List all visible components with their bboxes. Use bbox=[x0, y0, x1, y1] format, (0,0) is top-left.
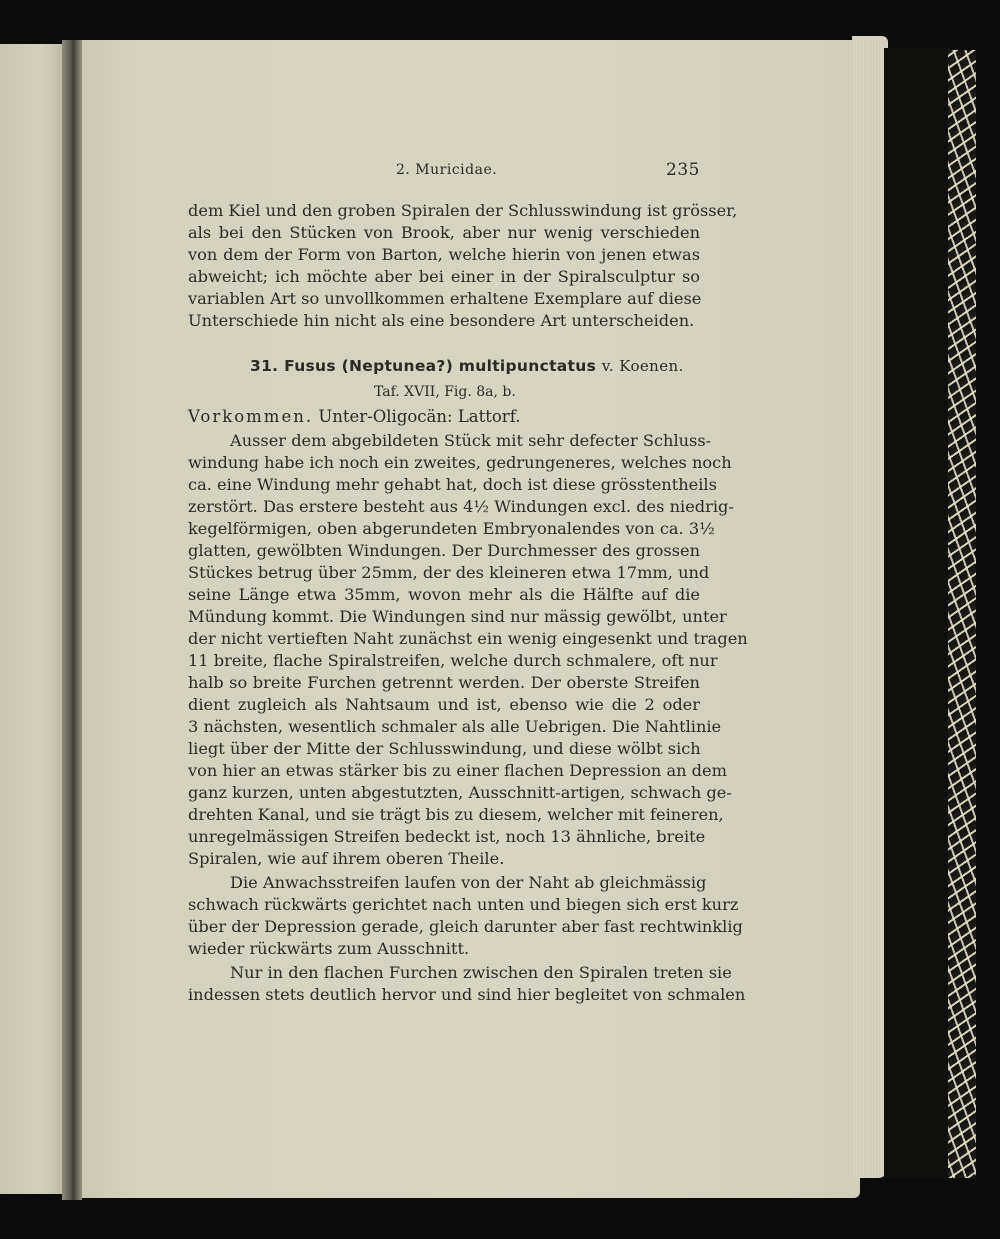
page-content bbox=[188, 160, 748, 1020]
text-line: abweicht; ich möchte aber bei einer in der Spiralsculptur so bbox=[188, 267, 700, 286]
text-line: von hier an etwas stärker bis zu einer flachen Depression an dem bbox=[188, 761, 727, 780]
occurrence-text: Unter-Oligocän: Lattorf. bbox=[318, 407, 521, 426]
page-number: 235 bbox=[666, 160, 700, 180]
text-line: Mündung kommt. Die Windungen sind nur mässig gewölbt, unter bbox=[188, 607, 727, 626]
species-number: 31. bbox=[250, 357, 279, 375]
text-line: liegt über der Mitte der Schlusswindung, und diese wölbt sich bbox=[188, 739, 701, 758]
text-line: Die Anwachsstreifen laufen von der Naht ab gleichmässig bbox=[230, 873, 707, 892]
marbled-edge bbox=[948, 50, 976, 1178]
text-line: über der Depression gerade, gleich darunter aber fast rechtwinklig bbox=[188, 917, 743, 936]
text-line: unregelmässigen Streifen bedeckt ist, noch 13 ähnliche, breite bbox=[188, 827, 706, 846]
species-author: v. Koenen. bbox=[601, 357, 684, 375]
text-line: halb so breite Furchen getrennt werden. Der oberste Streifen bbox=[188, 673, 700, 692]
text-line: ganz kurzen, unten abgestutzten, Ausschnitt-artigen, schwach ge- bbox=[188, 783, 732, 802]
text-line: dem Kiel und den groben Spiralen der Schlusswindung ist grösser, bbox=[188, 201, 738, 220]
text-line: indessen stets deutlich hervor und sind hier begleitet von schmalen bbox=[188, 985, 746, 1004]
page-header bbox=[188, 160, 700, 186]
text-line: Spiralen, wie auf ihrem oberen Theile. bbox=[188, 849, 505, 868]
text-line: zerstört. Das erstere besteht aus 4½ Windungen excl. des niedrig- bbox=[188, 497, 734, 516]
occurrence-label: Vorkommen. bbox=[188, 407, 314, 426]
text-line: von dem der Form von Barton, welche hierin von jenen etwas bbox=[188, 245, 700, 264]
text-line: 11 breite, flache Spiralstreifen, welche durch schmalere, oft nur bbox=[188, 651, 718, 670]
occurrence-line bbox=[188, 406, 700, 428]
stacked-page-edges bbox=[852, 36, 888, 1178]
plate-reference: Taf. XVII, Fig. 8a, b. bbox=[374, 384, 516, 400]
text-line: seine Länge etwa 35mm, wovon mehr als die Hälfte auf die bbox=[188, 585, 700, 604]
text-line: Nur in den flachen Furchen zwischen den Spiralen treten sie bbox=[230, 963, 732, 982]
book-cover bbox=[884, 48, 950, 1178]
text-line: Unterschiede hin nicht als eine besondere Art unterscheiden. bbox=[188, 311, 695, 330]
text-line: kegelförmigen, oben abgerundeten Embryonalendes von ca. 3½ bbox=[188, 519, 715, 538]
text-line: ca. eine Windung mehr gehabt hat, doch ist diese grösstentheils bbox=[188, 475, 717, 494]
text-line: schwach rückwärts gerichtet nach unten und biegen sich erst kurz bbox=[188, 895, 739, 914]
text-line: als bei den Stücken von Brook, aber nur wenig verschieden bbox=[188, 223, 700, 242]
text-line: wieder rückwärts zum Ausschnitt. bbox=[188, 939, 470, 958]
text-line: dient zugleich als Nahtsaum und ist, ebenso wie die 2 oder bbox=[188, 695, 700, 714]
text-line: der nicht vertieften Naht zunächst ein wenig eingesenkt und tragen bbox=[188, 629, 748, 648]
species-name: Fusus (Neptunea?) multipunctatus bbox=[284, 357, 597, 375]
species-heading bbox=[250, 356, 684, 376]
text-line: variablen Art so unvollkommen erhaltene Exemplare auf diese bbox=[188, 289, 702, 308]
text-line: drehten Kanal, und sie trägt bis zu diesem, welcher mit feineren, bbox=[188, 805, 724, 824]
left-page-edge bbox=[0, 44, 70, 1194]
book-gutter bbox=[62, 40, 82, 1200]
text-line: 3 nächsten, wesentlich schmaler als alle Uebrigen. Die Nahtlinie bbox=[188, 717, 722, 736]
text-line: Stückes betrug über 25mm, der des kleineren etwa 17mm, und bbox=[188, 563, 710, 582]
text-line: windung habe ich noch ein zweites, gedrungeneres, welches noch bbox=[188, 453, 732, 472]
text-line: Ausser dem abgebildeten Stück mit sehr defecter Schluss- bbox=[230, 431, 712, 450]
text-line: glatten, gewölbten Windungen. Der Durchmesser des grossen bbox=[188, 541, 700, 560]
running-head: 2. Muricidae. bbox=[396, 162, 498, 178]
